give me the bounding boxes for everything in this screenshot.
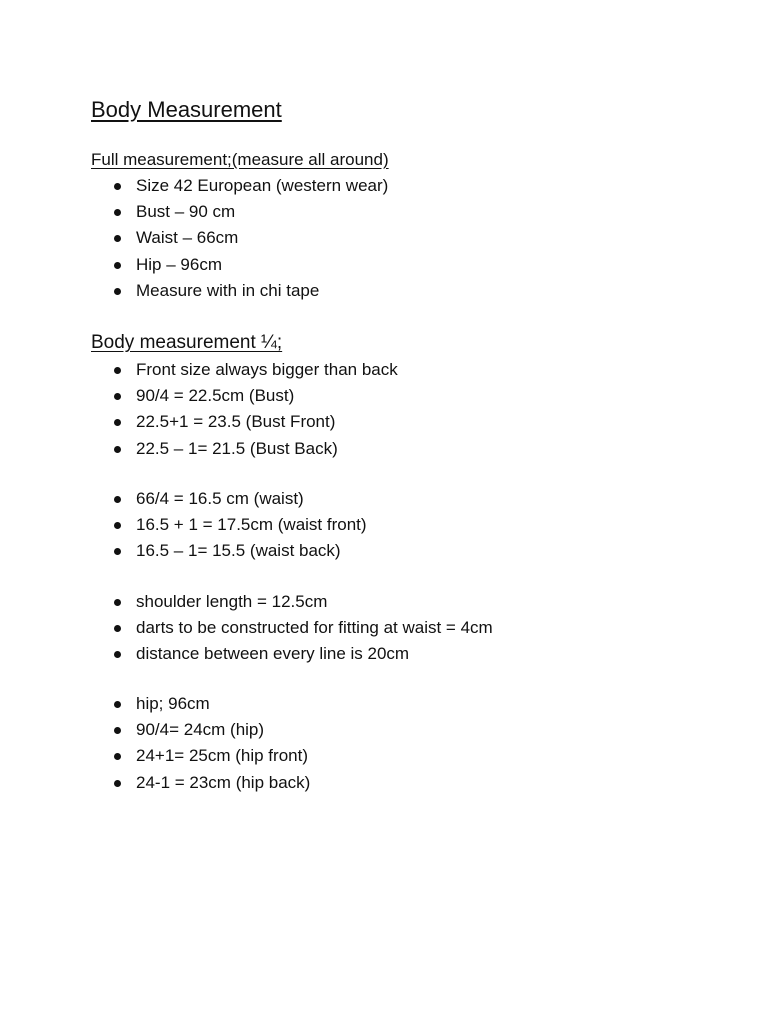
list-item: 24-1 = 23cm (hip back) bbox=[112, 770, 310, 796]
full-measurement-list bbox=[112, 173, 388, 304]
list-item: distance between every line is 20cm bbox=[112, 641, 493, 667]
list-item: 66/4 = 16.5 cm (waist) bbox=[112, 486, 367, 512]
list-item: Measure with in chi tape bbox=[112, 278, 388, 304]
misc-notes-list bbox=[112, 589, 493, 668]
waist-calculation-list bbox=[112, 486, 367, 565]
bust-calculation-list bbox=[112, 357, 398, 462]
list-item: 16.5 – 1= 15.5 (waist back) bbox=[112, 538, 367, 564]
list-item: 22.5+1 = 23.5 (Bust Front) bbox=[112, 409, 398, 435]
list-item: 24+1= 25cm (hip front) bbox=[112, 743, 310, 769]
list-item: 16.5 + 1 = 17.5cm (waist front) bbox=[112, 512, 367, 538]
list-item: Bust – 90 cm bbox=[112, 199, 388, 225]
list-item: shoulder length = 12.5cm bbox=[112, 589, 493, 615]
list-item: 22.5 – 1= 21.5 (Bust Back) bbox=[112, 436, 398, 462]
full-measurement-heading: Full measurement;(measure all around) bbox=[91, 150, 389, 169]
page-title: Body Measurement bbox=[91, 97, 282, 122]
list-item: hip; 96cm bbox=[112, 691, 310, 717]
list-item: 90/4= 24cm (hip) bbox=[112, 717, 310, 743]
list-item: darts to be constructed for fitting at waist = 4cm bbox=[112, 615, 493, 641]
list-item: Hip – 96cm bbox=[112, 252, 388, 278]
list-item: Waist – 66cm bbox=[112, 225, 388, 251]
list-item: Size 42 European (western wear) bbox=[112, 173, 388, 199]
list-item: Front size always bigger than back bbox=[112, 357, 398, 383]
hip-calculation-list bbox=[112, 691, 310, 796]
quarter-measurement-heading: Body measurement ¼; bbox=[91, 332, 283, 353]
list-item: 90/4 = 22.5cm (Bust) bbox=[112, 383, 398, 409]
